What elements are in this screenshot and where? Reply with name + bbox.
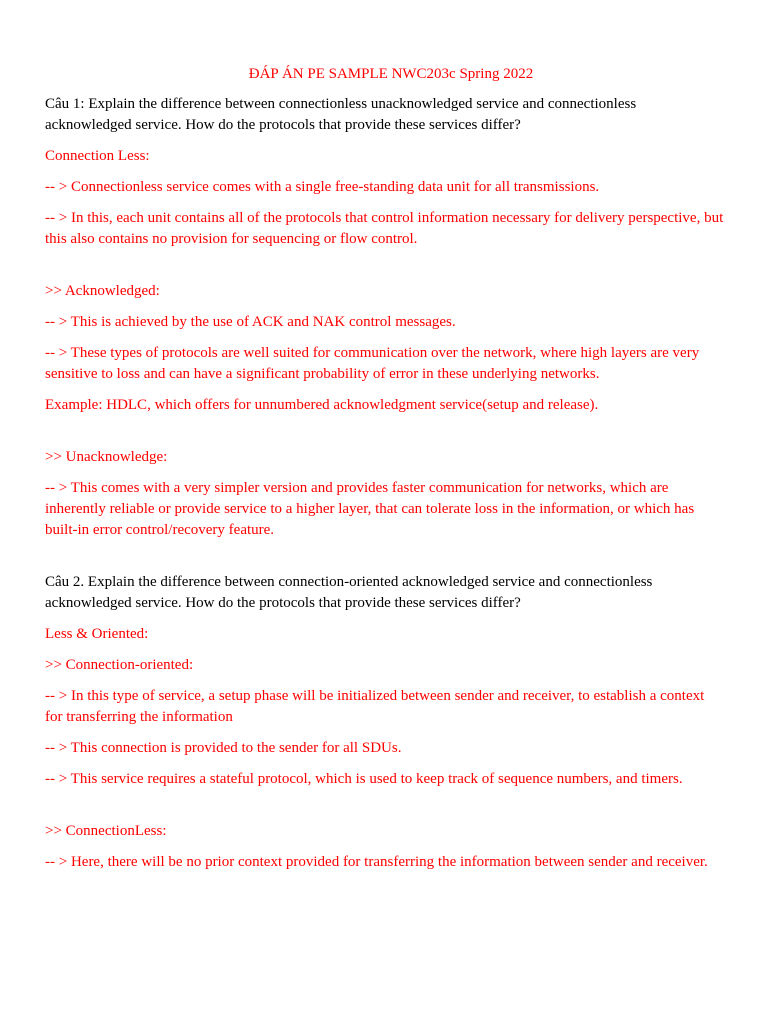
- spacer: [45, 800, 725, 821]
- connectionless-heading: >> ConnectionLess:: [45, 823, 167, 839]
- answer-1-paragraph: -- > Connectionless service comes with a single free-standing data unit for all transmissions.: [45, 179, 600, 195]
- document-title: ĐÁP ÁN PE SAMPLE NWC203c Spring 2022: [248, 66, 534, 82]
- document-page: [45, 64, 725, 883]
- unacknowledge-paragraph: -- > This comes with a very simpler version and provides faster communication for networks, which are inherently reliable or provide service to a higher layer, that can tolerate loss in the information, or which has built-in error control/recovery feature.: [45, 480, 695, 538]
- connection-oriented-paragraph: -- > In this type of service, a setup phase will be initialized between sender and receiver, to establish a context for transferring the information: [45, 688, 705, 725]
- spacer: [45, 260, 725, 281]
- answer-2-heading: Less & Oriented:: [45, 626, 149, 642]
- connection-oriented-paragraph: -- > This service requires a stateful protocol, which is used to keep track of sequence numbers, and timers.: [45, 771, 683, 787]
- unacknowledge-heading: >> Unacknowledge:: [45, 449, 168, 465]
- acknowledged-paragraph: -- > This is achieved by the use of ACK and NAK control messages.: [45, 314, 456, 330]
- spacer: [45, 426, 725, 447]
- acknowledged-paragraph: -- > These types of protocols are well suited for communication over the network, where high layers are very sensitive to loss and can have a significant probability of error in these underlying networks.: [45, 345, 700, 382]
- acknowledged-example: Example: HDLC, which offers for unnumbered acknowledgment service(setup and release).: [45, 397, 599, 413]
- answer-1-paragraph: -- > In this, each unit contains all of the protocols that control information necessary for delivery perspective, but this also contains no provision for sequencing or flow control.: [45, 210, 724, 247]
- connection-oriented-heading: >> Connection-oriented:: [45, 657, 194, 673]
- connection-oriented-paragraph: -- > This connection is provided to the sender for all SDUs.: [45, 740, 402, 756]
- question-1: Câu 1: Explain the difference between connectionless unacknowledged service and connectionless acknowledged service. How do the protocols that provide these services differ?: [45, 96, 637, 133]
- answer-1-heading: Connection Less:: [45, 148, 150, 164]
- question-2: Câu 2. Explain the difference between connection-oriented acknowledged service and connectionless acknowledged service. How do the protocols that provide these services differ?: [45, 574, 653, 611]
- acknowledged-heading: >> Acknowledged:: [45, 283, 160, 299]
- spacer: [45, 551, 725, 572]
- connectionless-paragraph: -- > Here, there will be no prior context provided for transferring the information between sender and receiver.: [45, 854, 708, 870]
